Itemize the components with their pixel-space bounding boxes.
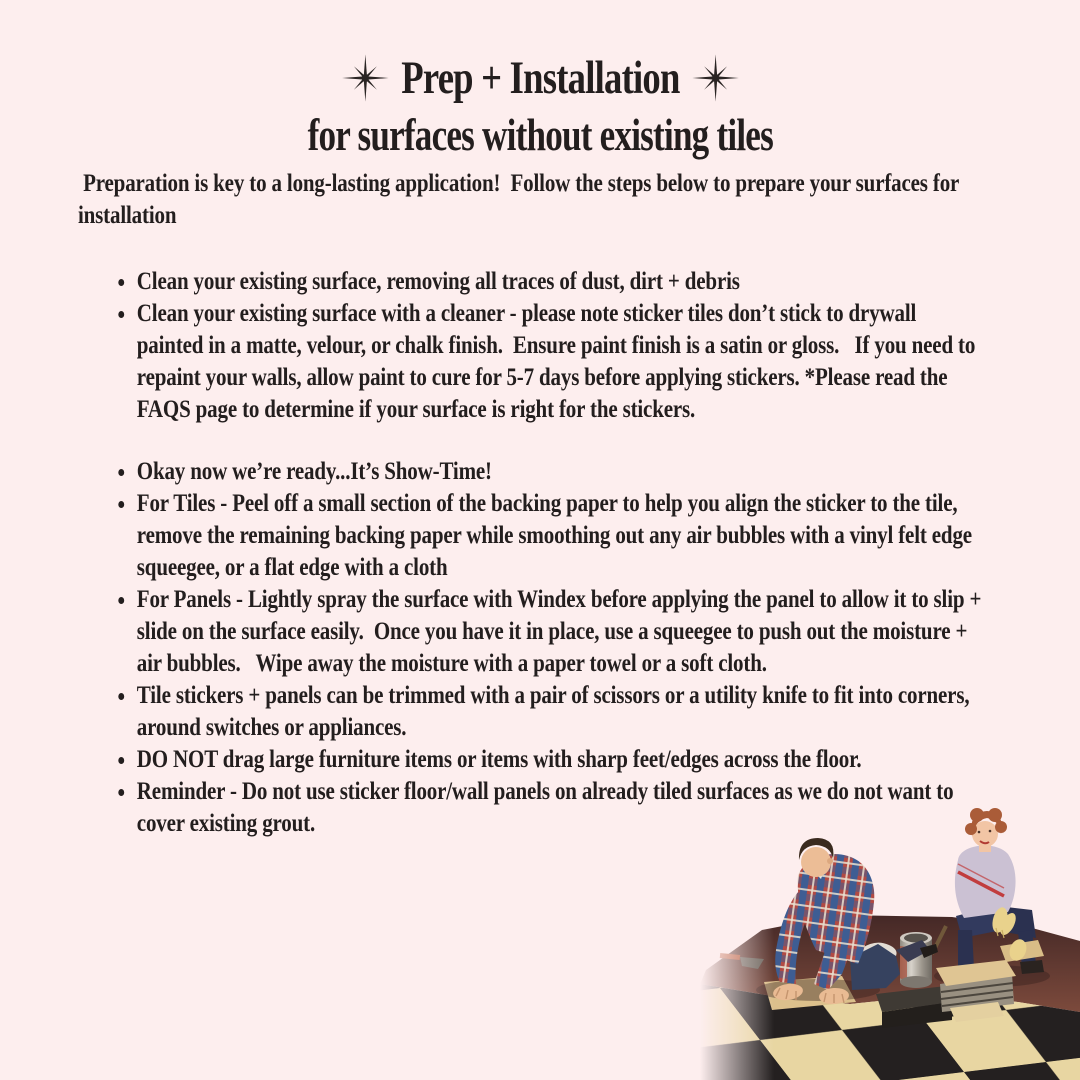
list-item: Reminder - Do not use sticker floor/wall panels on already tiled surfaces as we do not want to cover existing grout. — [78, 776, 985, 840]
list-item: For Tiles - Peel off a small section of the backing paper to help you align the sticker to the tile, remove the remaining backing paper while smoothing out any air bubbles with a vinyl felt edge squeegee, or a flat edge with a cloth — [78, 488, 985, 584]
page-title — [345, 52, 736, 104]
list-item: DO NOT drag large furniture items or items with sharp feet/edges across the floor. — [78, 744, 985, 776]
title-block — [0, 52, 1080, 160]
vintage-tiling-illustration — [700, 798, 1080, 1080]
edge-fade — [700, 903, 774, 1080]
install-steps-list — [78, 456, 985, 840]
page-title-text: Prep + Installation — [400, 52, 680, 104]
prep-steps-list — [78, 266, 985, 426]
list-item: Clean your existing surface with a cleaner - please note sticker tiles don’t stick to drywall painted in a matte, velour, or chalk finish. Ensure paint finish is a satin or gloss. If you need to repaint your walls, allow paint to cure for 5-7 days before applying stickers. *Please read the FAQS page to determine if your surface is right for the stickers. — [78, 298, 985, 426]
instructions-content — [78, 168, 985, 840]
list-item: Tile stickers + panels can be trimmed with a pair of scissors or a utility knife to fit into corners, around switches or appliances. — [78, 680, 985, 744]
list-item: Clean your existing surface, removing all traces of dust, dirt + debris — [78, 266, 985, 298]
page-subtitle: for surfaces without existing tiles — [307, 110, 773, 160]
sparkle-icon — [339, 52, 390, 104]
sparkle-icon — [689, 52, 740, 104]
list-item: Okay now we’re ready...It’s Show-Time! — [78, 456, 985, 488]
list-item: For Panels - Lightly spray the surface with Windex before applying the panel to allow it to slip + slide on the surface easily. Once you have it in place, use a squeegee to push out the moisture + air bubbles. Wipe away the moisture with a paper towel or a soft cloth. — [78, 584, 985, 680]
intro-paragraph: Preparation is key to a long-lasting application! Follow the steps below to prepare your surfaces for installation — [78, 170, 964, 229]
